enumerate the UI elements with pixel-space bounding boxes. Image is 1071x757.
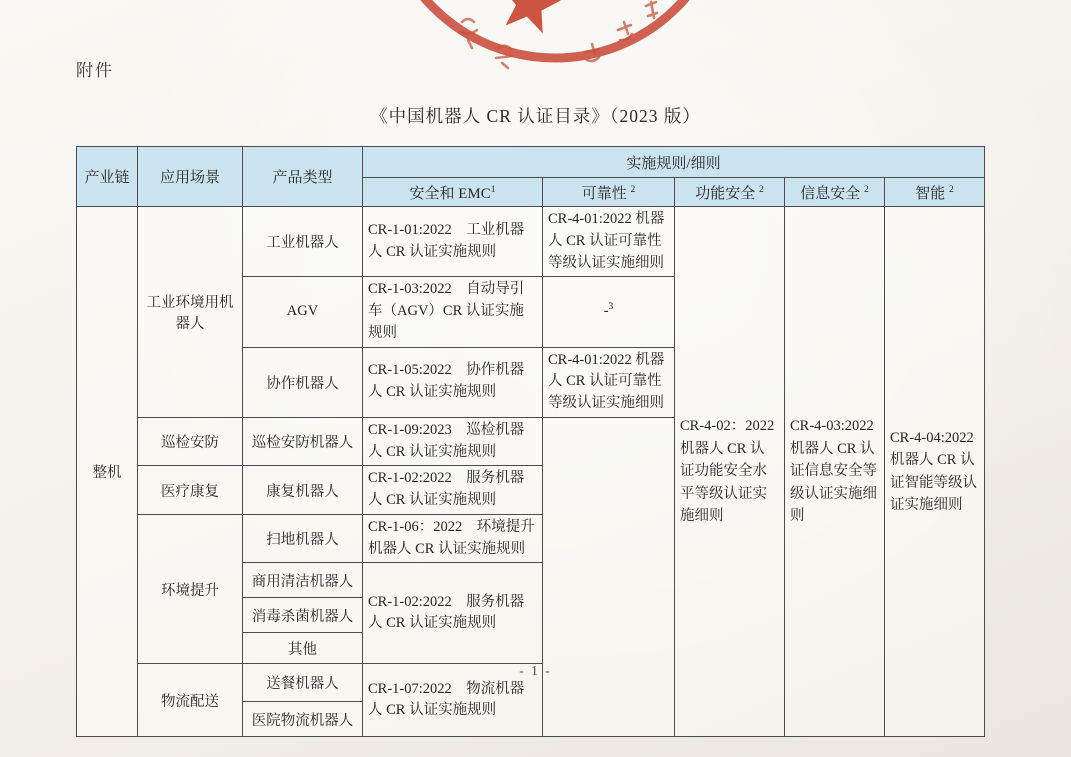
col-header-information-security bbox=[785, 178, 885, 207]
functional-safety-footnote: 2 bbox=[759, 184, 764, 195]
col-header-product-type: 产品类型 bbox=[243, 147, 363, 207]
cell-reliability-cr-4-01-industrial: CR-4-01:2022 机器人 CR 认证可靠性等级认证实施细则 bbox=[543, 207, 675, 277]
cell-rule-cr-1-02-rehab: CR-1-02:2022 服务机器人 CR 认证实施规则 bbox=[363, 466, 543, 515]
cell-product-disinfection-robot: 消毒杀菌机器人 bbox=[243, 598, 363, 633]
cell-product-rehab-robot: 康复机器人 bbox=[243, 466, 363, 515]
page-number: - 1 - bbox=[519, 663, 552, 678]
cell-rule-cr-1-09: CR-1-09:2023 巡检机器人 CR 认证实施规则 bbox=[363, 417, 543, 466]
cell-reliability-agv-none bbox=[543, 277, 675, 347]
agv-footnote: 3 bbox=[608, 302, 614, 313]
cell-scenario-logistics: 物流配送 bbox=[138, 664, 243, 737]
agv-dash: - bbox=[603, 303, 609, 320]
cell-rule-cr-1-01: CR-1-01:2022 工业机器人 CR 认证实施规则 bbox=[363, 207, 543, 277]
reliability-footnote: 2 bbox=[630, 184, 636, 195]
cell-scenario-industrial: 工业环境用机器人 bbox=[138, 207, 243, 418]
reliability-label: 可靠性 bbox=[581, 185, 627, 202]
cell-industry-chain: 整机 bbox=[77, 207, 138, 737]
certification-catalog-table bbox=[76, 146, 985, 737]
cell-scenario-medical-rehab: 医疗康复 bbox=[138, 466, 243, 515]
official-seal-icon bbox=[410, 0, 700, 72]
cell-product-collaborative-robot: 协作机器人 bbox=[243, 347, 363, 417]
attachment-label: 附件 bbox=[76, 61, 114, 80]
cell-product-hospital-logistics-robot: 医院物流机器人 bbox=[243, 702, 363, 737]
cell-product-commercial-cleaning-robot: 商用清洁机器人 bbox=[243, 563, 363, 598]
cell-product-agv: AGV bbox=[243, 277, 363, 347]
cell-rule-cr-1-05: CR-1-05:2022 协作机器人 CR 认证实施规则 bbox=[363, 347, 543, 417]
col-header-intelligence bbox=[885, 178, 985, 207]
cell-product-industrial-robot: 工业机器人 bbox=[243, 207, 363, 277]
col-header-functional-safety bbox=[675, 178, 785, 207]
cell-product-meal-delivery-robot: 送餐机器人 bbox=[243, 664, 363, 702]
document-title: 《中国机器人 CR 认证目录》（2023 版） bbox=[370, 106, 701, 126]
col-header-implementation-rules: 实施规则/细则 bbox=[363, 147, 985, 178]
safety-emc-footnote: 1 bbox=[490, 184, 496, 195]
cell-scenario-inspection-security: 巡检安防 bbox=[138, 417, 243, 466]
functional-safety-label: 功能安全 bbox=[695, 185, 756, 202]
cell-functional-safety-cr-4-02: CR-4-02：2022 机器人 CR 认证功能安全水平等级认证实施细则 bbox=[675, 207, 785, 737]
cell-rule-cr-1-03: CR-1-03:2022 自动导引车（AGV）CR 认证实施规则 bbox=[363, 277, 543, 347]
col-header-reliability bbox=[543, 178, 675, 207]
intelligence-label: 智能 bbox=[915, 185, 946, 202]
cell-reliability-cr-4-01-collaborative: CR-4-01:2022 机器人 CR 认证可靠性等级认证实施细则 bbox=[543, 347, 675, 417]
cell-product-inspection-robot: 巡检安防机器人 bbox=[243, 417, 363, 466]
cell-reliability-empty bbox=[543, 417, 675, 737]
cell-rule-cr-1-02-env: CR-1-02:2022 服务机器人 CR 认证实施规则 bbox=[363, 563, 543, 664]
intelligence-footnote: 2 bbox=[949, 184, 954, 195]
cell-rule-cr-1-07: CR-1-07:2022 物流机器人 CR 认证实施规则 bbox=[363, 664, 543, 737]
cell-rule-cr-1-06: CR-1-06：2022 环境提升机器人 CR 认证实施规则 bbox=[363, 514, 543, 563]
information-security-footnote: 2 bbox=[864, 184, 869, 195]
cell-intelligence-cr-4-04: CR-4-04:2022 机器人 CR 认证智能等级认证实施细则 bbox=[885, 207, 985, 737]
cell-product-sweeping-robot: 扫地机器人 bbox=[243, 514, 363, 563]
safety-emc-label: 安全和 EMC bbox=[409, 185, 491, 202]
information-security-label: 信息安全 bbox=[800, 185, 861, 202]
cell-product-other: 其他 bbox=[243, 633, 363, 664]
col-header-industry-chain: 产业链 bbox=[77, 147, 138, 207]
col-header-safety-emc bbox=[363, 178, 543, 207]
col-header-application-scenario: 应用场景 bbox=[138, 147, 243, 207]
cell-information-security-cr-4-03: CR-4-03:2022 机器人 CR 认证信息安全等级认证实施细则 bbox=[785, 207, 885, 737]
cell-scenario-environment: 环境提升 bbox=[138, 514, 243, 664]
